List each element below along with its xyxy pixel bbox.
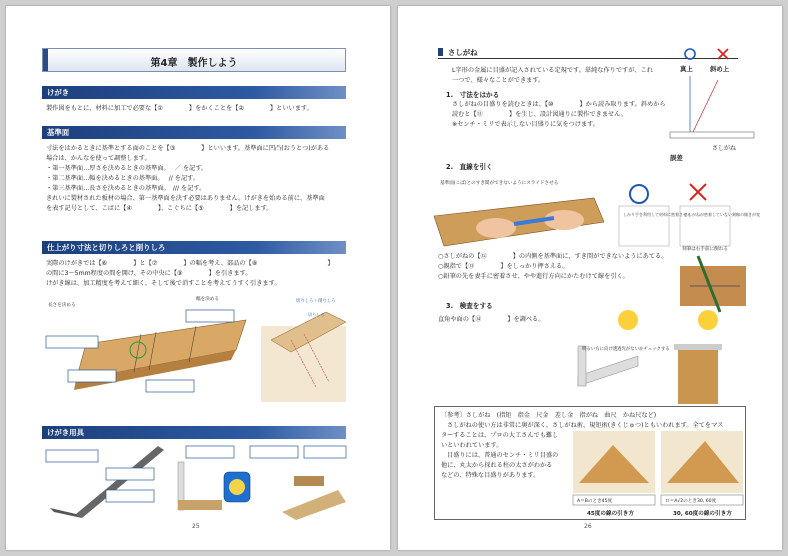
fig-label: 長さを決める (48, 303, 76, 308)
section-header-kegaki (42, 86, 346, 99)
inspect-figure (558, 306, 738, 406)
section-header-kijunmen (42, 126, 346, 139)
fig-label: さしがねが密着していない刻線の傾きが変 (684, 212, 760, 217)
step3-text: 直角や面の【⑭ 】を調べる。 (438, 316, 545, 323)
label-diagonal: 斜め上 (710, 65, 730, 73)
kegaki-text: 製作図をもとに、材料に加工で必要な【① 】をかくことを【② 】といいます。 (46, 105, 313, 112)
angle-figures (573, 431, 743, 517)
chapter-title-box (42, 48, 346, 72)
page-number: 25 (192, 523, 200, 530)
label-above: 真上 (680, 65, 693, 73)
kegaki-board-figure (46, 292, 346, 407)
page-26 (398, 6, 782, 550)
reading-angle-figure (666, 46, 756, 164)
section-title: けがき (47, 88, 70, 97)
section-title: さしがね (448, 48, 478, 57)
section-header-yougu (42, 426, 346, 439)
section-title: けがき用具 (47, 428, 84, 437)
chapter-title: 第4章 製作しよう (150, 58, 238, 69)
step2-title: 2. 直線を引く (446, 163, 493, 171)
step2-instructions: ○さしがねの【⑫ 】の内側を基準面に、すき間ができないようにあてる。 ○親指で【⑬ 】をしっかり押さえる。 ○鉛筆の先を妻手に密着させ、やや進行方向にかたむけて線を引く。 (438, 253, 668, 280)
side-label: 刻筆は右手前に倒れる (682, 247, 728, 252)
figure-title-30-60: 30, 60度の線の引き方 (673, 511, 732, 517)
photo-label: 明るい方に向け透過光がないかチェックする (582, 347, 670, 352)
caption-45: A＝Bのとき45度 (577, 499, 613, 504)
caption-30-60: ロ＝A√2のとき30, 60度 (665, 499, 717, 504)
reference-box (434, 406, 746, 520)
figure-title-45: 45度の線の引き方 (587, 511, 634, 517)
step1: 1. 寸法をはかる さしがねの目盛りを読むときは、【⑩ 】から読み取ります。斜めから 読むと【⑪ 】を生じ、設計図通りに製作できません。 ※センチ・ミリで表示しない目盛りに気をつけます。 (446, 91, 666, 128)
kegaki-tools-figure (46, 442, 346, 520)
kijunmen-text: 寸法をはかるときに基準とする面のことを【③ 】といいます。基準面に凹凸(おうとつ)がある 場合は、かんなを使って調整します。 ・第一基準面…厚さを決めるときの基準面。 ／ を記す。 ・第二基準面…幅を決めるときの基準面。 // を記す。 ・第三基準面…長さを決めるときの基準面。 /// を記す。 きれいに製材された板材の場合、第一基準面を決す必要はありません。けがきを始める前に、基準面 を表す記号として、こばに【④ 】、こぐちに【⑤ 】を記します。 (46, 145, 330, 212)
fig-label: 切りしろ＋削りしろ (296, 299, 336, 304)
fig-label: しかり手を利用して材料に密着させる (623, 212, 691, 217)
section-header-shiage (42, 241, 346, 254)
shiage-text: 実際のけがきでは【⑥ 】と【⑦ 】の幅を考え、部品の【⑧ 】 の間に3～5mm程度の間を開け、その中央に【⑨ 】を引きます。 けがき線は、加工精度を考えて細く、そして後で消すことを考えてうすく引きます。 (46, 260, 334, 287)
sashigane-intro: L字形の金属に目盛が記入されている定規です。単純な作りですが、これ 一つで、様々なことができます。 (452, 67, 653, 84)
page-25 (6, 6, 390, 550)
fig-label: 切りしろ (308, 312, 325, 317)
step3-title: 3. 検査をする (446, 302, 493, 310)
step2-caption: 基準面(こば)とのすき間ができないようにスライドさせる (440, 181, 559, 186)
section-title: 仕上がり寸法と切りしろと削りしろ (47, 243, 166, 252)
label-error: 誤差 (670, 154, 683, 162)
label-sashigane: さしがね (712, 145, 737, 152)
section-title: 基準面 (47, 128, 70, 137)
page-number: 26 (584, 523, 592, 530)
reference-text: 〔参考〕さしがね (指矩 指金 尺金 差し金 指がね 曲尺 かね尺など) さしがねの使い方は非常に奥が深く、さしがね術、規矩術(きくじゅつ)ともいわれます。全てをマス ターすることは、プロの大工さんでも難し いといわれています。 目盛りには、普通のセンチ・ミリ目盛の 他に、丸太から採れる柱の太さがわかる などの、特殊な目盛りがあります。 (441, 412, 724, 479)
drawing-line-figure (434, 176, 760, 256)
fig-label: 幅を決める (196, 297, 219, 302)
